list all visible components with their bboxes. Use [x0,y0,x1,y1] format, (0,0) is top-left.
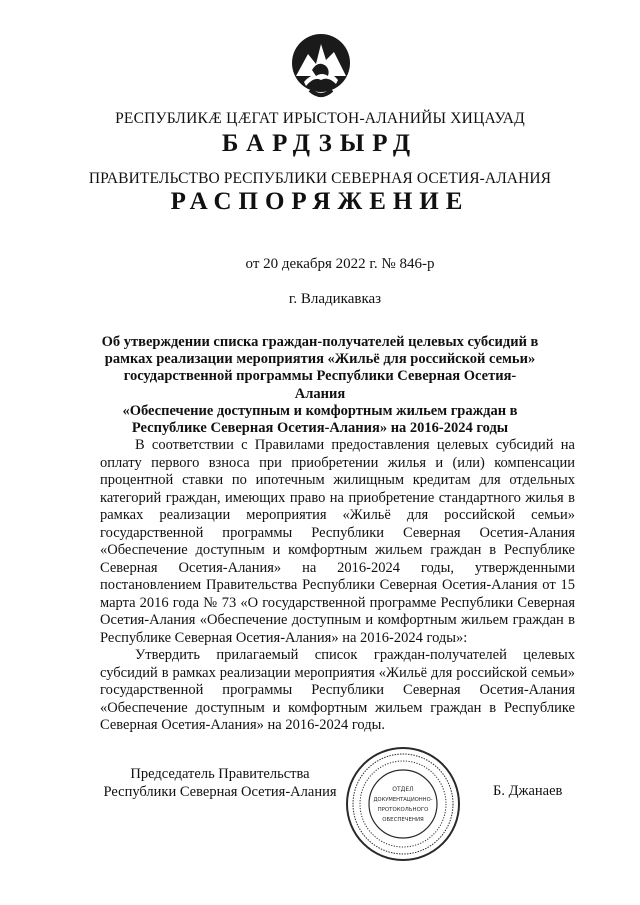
stamp-text-line: ДОКУМЕНТАЦИОННО- [373,797,433,803]
body-paragraph-preamble: В соответствии с Правилами предоставления целевых субсидий на оплату первого взноса при приобретении жилья и (или) компенсации процентной ставки по ипотечным жилищным кредитам для отдельных категорий граждан, имеющих право на приобретение стандартного жилья в рамках реализации мероприятия «Жильё для российской семьи» государственной программы Республики Северная Осетия-Алания «Обеспечение доступным и комфортным жильем граждан в Республике Северная Осетия-Алания» на 2016-2024 годы, утвержденными постановлением Правительства Республики Северная Осетия-Алания от 15 марта 2016 года № 73 «О государственной программе Республики Северная Осетия-Алания «Обеспечение доступным и комфортным жильем граждан в Республике Северная Осетия-Алания» на 2016-2024 годы»: [100,437,575,646]
document-subject-title [100,334,540,437]
title-line: государственной программы Республики Северная Осетия-Алания [123,368,517,402]
signatory-position-line: Председатель Правительства [130,766,310,782]
title-line: «Обеспечение доступным и комфортным жильем граждан в [122,402,518,419]
document-date-number: от 20 декабря 2022 г. № 846-р [245,256,435,272]
document-city: г. Владикавказ [288,291,382,307]
document-type-title: РАСПОРЯЖЕНИЕ [170,188,470,215]
body-paragraph-resolution: Утвердить прилагаемый список граждан-получателей целевых субсидий в рамках реализации мероприятия «Жильё для российской семьи» государственной программы Республики Северная Осетия-Алания «Обеспечение доступным и комфортным жильем граждан в Республике Северная Осетия-Алания» на 2016-2024 годы. [100,647,575,733]
title-line: рамках реализации мероприятия «Жильё для российской семьи» [104,351,536,368]
title-line: Об утверждении списка граждан-получателей целевых субсидий в [101,334,539,350]
header-bardzyrd: БАРДЗЫРД [221,130,419,157]
stamp-text-line: ПРОТОКОЛЬНОГО [377,807,429,813]
document-body [100,437,575,735]
signatory-position [90,765,350,801]
official-stamp [344,745,462,863]
stamp-text-line: ОТДЕЛ [392,786,414,793]
header-government-name: ПРАВИТЕЛЬСТВО РЕСПУБЛИКИ СЕВЕРНАЯ ОСЕТИЯ-АЛАНИЯ [88,170,552,187]
coat-of-arms-emblem [290,30,352,104]
title-line: Республике Северная Осетия-Алания» на 2016-2024 годы [131,420,509,437]
signatory-position-line: Республики Северная Осетия-Алания [103,784,337,800]
signatory-name: Б. Джанаев [493,783,563,799]
header-ossetian-government: РЕСПУБЛИКӔ ЦӔГАТ ИРЫСТОН-АЛАНИЙЫ ХИЦАУАД [115,110,525,127]
stamp-text-line: ОБЕСПЕЧЕНИЯ [382,817,424,823]
